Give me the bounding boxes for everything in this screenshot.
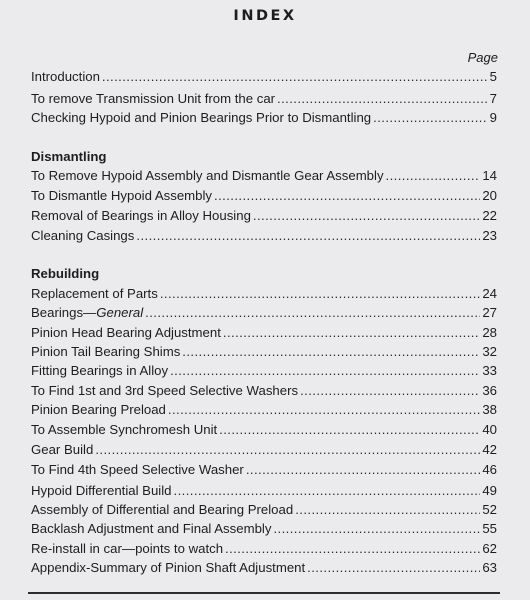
toc-entry-page: 28 (482, 325, 497, 340)
toc-entry-dismantle-hypoid[interactable] (31, 186, 497, 206)
toc-entry-page: 62 (482, 541, 497, 556)
toc-entry-page: 23 (482, 228, 497, 243)
toc-entry-page: 9 (489, 110, 497, 125)
toc-entry-label: Checking Hypoid and Pinion Bearings Prior to Dismantling (31, 110, 372, 125)
toc-entry-label: Fitting Bearings in Alloy (31, 363, 169, 378)
toc-entry-page: 36 (482, 383, 497, 398)
toc-entry-introduction[interactable] (31, 67, 497, 87)
toc-entry-appendix[interactable] (31, 558, 497, 578)
leader-dots (170, 361, 480, 381)
toc-entry-label: Pinion Bearing Preload (31, 402, 166, 417)
toc-entry-page: 33 (482, 363, 497, 378)
toc-entry-bearings-general[interactable] (31, 303, 497, 323)
leader-dots (145, 303, 480, 323)
toc-entry-page: 38 (482, 402, 497, 417)
toc-entry-label: To Assemble Synchromesh Unit (31, 422, 218, 437)
toc-entry-removal-of-bearings[interactable] (31, 206, 497, 226)
section-heading-dismantling: Dismantling (31, 149, 107, 164)
toc-entry-1st-3rd-washers[interactable] (31, 381, 497, 401)
leader-dots (300, 381, 480, 401)
toc-entry-label-italic: General (96, 305, 144, 320)
toc-entry-label (31, 303, 143, 323)
toc-entry-fitting-bearings[interactable] (31, 361, 497, 381)
leader-dots (225, 539, 480, 559)
toc-entry-backlash[interactable] (31, 519, 497, 539)
toc-entry-4th-speed-washer[interactable] (31, 460, 497, 480)
toc-entry-label: Assembly of Differential and Bearing Preload (31, 502, 294, 517)
toc-entry-pinion-head-bearing[interactable] (31, 323, 497, 343)
toc-entry-label: Removal of Bearings in Alloy Housing (31, 208, 251, 223)
leader-dots (295, 500, 480, 520)
leader-dots (219, 420, 480, 440)
toc-entry-page: 32 (482, 344, 497, 359)
toc-entry-label: To Dismantle Hypoid Assembly (31, 188, 213, 203)
toc-entry-remove-transmission[interactable] (31, 89, 497, 109)
leader-dots (307, 558, 480, 578)
toc-entry-page: 7 (489, 91, 497, 106)
page-title: INDEX (233, 8, 297, 24)
toc-entry-page: 20 (482, 188, 497, 203)
toc-entry-page: 14 (482, 168, 497, 183)
toc-entry-page: 24 (482, 286, 497, 301)
toc-entry-label-prefix: Bearings— (31, 305, 97, 320)
page-column-label: Page (467, 50, 498, 65)
leader-dots (136, 226, 480, 246)
leader-dots (160, 284, 481, 304)
leader-dots (174, 481, 481, 501)
toc-entry-page: 5 (489, 69, 497, 84)
leader-dots (95, 440, 480, 460)
toc-entry-page: 27 (482, 305, 497, 320)
toc-entry-page: 52 (482, 502, 497, 517)
leader-dots (182, 342, 480, 362)
toc-entry-pinion-tail-shims[interactable] (31, 342, 497, 362)
toc-entry-page: 55 (482, 521, 497, 536)
leader-dots (223, 323, 480, 343)
toc-entry-cleaning-casings[interactable] (31, 226, 497, 246)
section-heading-rebuilding: Rebuilding (31, 266, 100, 281)
leader-dots (277, 89, 487, 109)
toc-entry-label: To Remove Hypoid Assembly and Dismantle Gear Assembly (31, 168, 384, 183)
toc-entry-label: Backlash Adjustment and Final Assembly (31, 521, 272, 536)
toc-entry-label: Pinion Tail Bearing Shims (31, 344, 181, 359)
toc-entry-remove-hypoid[interactable] (31, 166, 497, 186)
toc-entry-label: Replacement of Parts (31, 286, 158, 301)
toc-entry-page: 63 (482, 560, 497, 575)
toc-entry-label: Appendix-Summary of Pinion Shaft Adjustment (31, 560, 306, 575)
toc-entry-label: Gear Build (31, 442, 94, 457)
leader-dots (253, 206, 480, 226)
toc-entry-reinstall[interactable] (31, 539, 497, 559)
toc-entry-label: Pinion Head Bearing Adjustment (31, 325, 221, 340)
toc-entry-label: To Find 4th Speed Selective Washer (31, 462, 244, 477)
toc-entry-page: 49 (482, 483, 497, 498)
toc-entry-pinion-preload[interactable] (31, 400, 497, 420)
leader-dots (168, 400, 480, 420)
toc-entry-label: To remove Transmission Unit from the car (31, 91, 276, 106)
leader-dots (273, 519, 480, 539)
toc-entry-page: 22 (482, 208, 497, 223)
toc-entry-hypoid-differential[interactable] (31, 481, 497, 501)
bottom-rule (28, 592, 500, 594)
toc-entry-checking-hypoid[interactable] (31, 108, 497, 128)
leader-dots (386, 166, 481, 186)
leader-dots (214, 186, 480, 206)
toc-entry-label: To Find 1st and 3rd Speed Selective Washers (31, 383, 299, 398)
toc-entry-page: 46 (482, 462, 497, 477)
toc-entry-page: 42 (482, 442, 497, 457)
toc-entry-synchromesh[interactable] (31, 420, 497, 440)
toc-entry-differential-preload[interactable] (31, 500, 497, 520)
toc-entry-label: Introduction (31, 69, 100, 84)
toc-entry-label: Cleaning Casings (31, 228, 135, 243)
leader-dots (102, 67, 487, 87)
toc-entry-page: 40 (482, 422, 497, 437)
toc-entry-replacement-of-parts[interactable] (31, 284, 497, 304)
leader-dots (373, 108, 487, 128)
toc-entry-label: Re-install in car—points to watch (31, 541, 224, 556)
leader-dots (246, 460, 481, 480)
toc-entry-gear-build[interactable] (31, 440, 497, 460)
toc-entry-label: Hypoid Differential Build (31, 483, 172, 498)
